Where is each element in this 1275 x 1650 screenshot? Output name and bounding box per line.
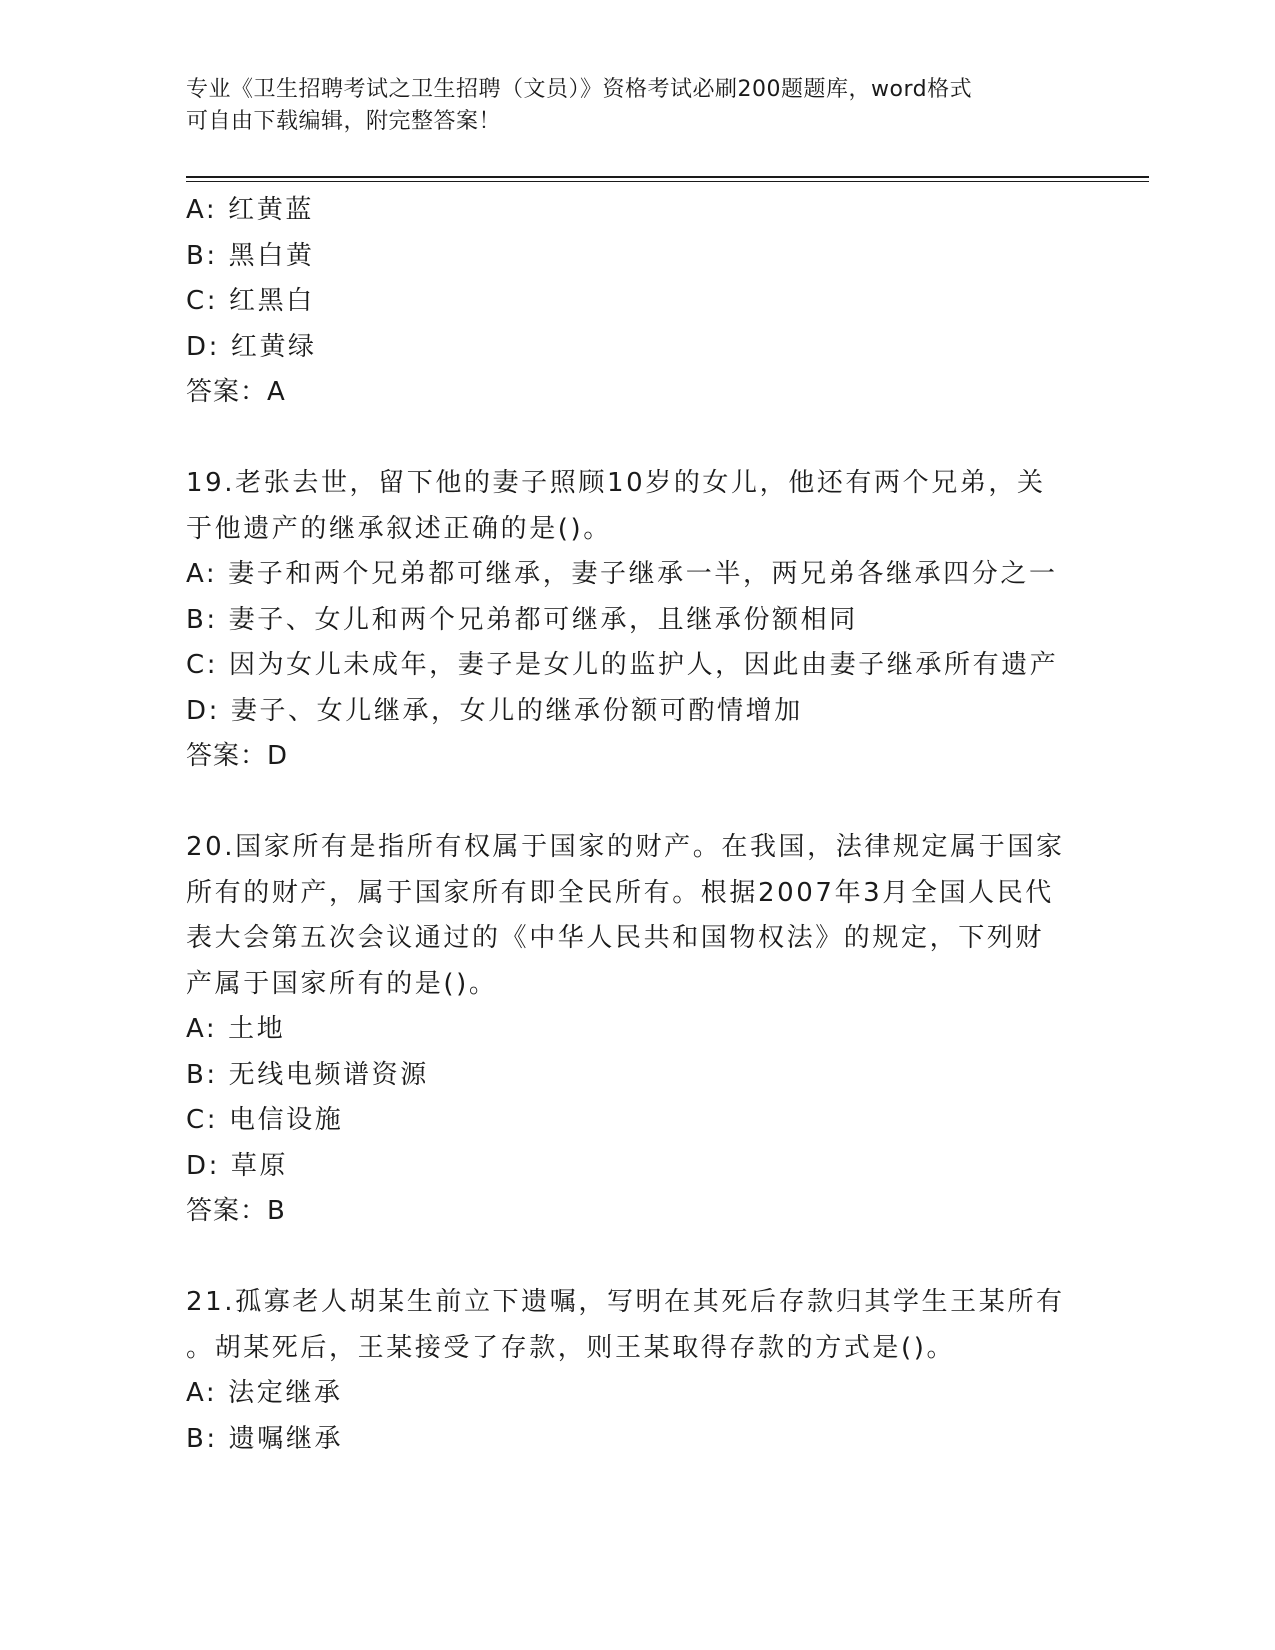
- option-a: A: 红黄蓝: [186, 195, 314, 225]
- option-b: B: 黑白黄: [186, 240, 315, 271]
- question-list: [186, 188, 1086, 1462]
- question-stem-line: 21.孤寡老人胡某生前立下遗嘱，写明在其死后存款归其学生王某所有: [186, 1287, 1065, 1317]
- header-divider-thick: [186, 176, 1149, 178]
- option-d: D: 草原: [186, 1150, 289, 1181]
- header-divider-thin: [186, 181, 1149, 182]
- question-stem-line: 产属于国家所有的是()。: [186, 968, 498, 999]
- option-d: D: 红黄绿: [186, 331, 317, 362]
- option-b: B: 遗嘱继承: [186, 1423, 344, 1454]
- option-c: C: 电信设施: [186, 1105, 344, 1135]
- question-19: [186, 461, 1086, 780]
- spacer: [186, 1235, 1086, 1281]
- question-20: [186, 825, 1086, 1235]
- spacer: [186, 780, 1086, 826]
- answer-line: 答案：A: [186, 377, 286, 407]
- option-b: B: 妻子、女儿和两个兄弟都可继承，且继承份额相同: [186, 604, 858, 635]
- question-stem-line: 19.老张去世，留下他的妻子照顾10岁的女儿，他还有两个兄弟，关: [186, 468, 1046, 498]
- answer-line: 答案：B: [186, 1196, 286, 1226]
- question-stem-line: 表大会第五次会议通过的《中华人民共和国物权法》的规定，下列财: [186, 923, 1045, 953]
- answer-line: 答案：D: [186, 741, 289, 771]
- question-18: [186, 188, 1086, 416]
- question-stem-line: 所有的财产，属于国家所有即全民所有。根据2007年3月全国人民代: [186, 877, 1054, 908]
- question-21: [186, 1280, 1086, 1462]
- option-c: C: 因为女儿未成年，妻子是女儿的监护人，因此由妻子继承所有遗产: [186, 650, 1059, 680]
- question-stem-line: 20.国家所有是指所有权属于国家的财产。在我国，法律规定属于国家: [186, 832, 1065, 862]
- document-header: [186, 74, 1066, 138]
- question-stem-line: 。胡某死后，王某接受了存款，则王某取得存款的方式是()。: [186, 1332, 956, 1363]
- spacer: [186, 416, 1086, 462]
- option-d: D: 妻子、女儿继承，女儿的继承份额可酌情增加: [186, 695, 803, 726]
- question-stem-line: 于他遗产的继承叙述正确的是()。: [186, 513, 612, 544]
- header-title-line-2: 可自由下载编辑，附完整答案！: [186, 109, 502, 134]
- option-c: C: 红黑白: [186, 286, 315, 316]
- option-a: A: 法定继承: [186, 1378, 343, 1408]
- header-title-line-1: 专业《卫生招聘考试之卫生招聘（文员）》资格考试必刷200题题库，word格式: [186, 77, 973, 102]
- option-a: A: 土地: [186, 1014, 286, 1044]
- option-b: B: 无线电频谱资源: [186, 1059, 429, 1090]
- option-a: A: 妻子和两个兄弟都可继承，妻子继承一半，两兄弟各继承四分之一: [186, 559, 1058, 589]
